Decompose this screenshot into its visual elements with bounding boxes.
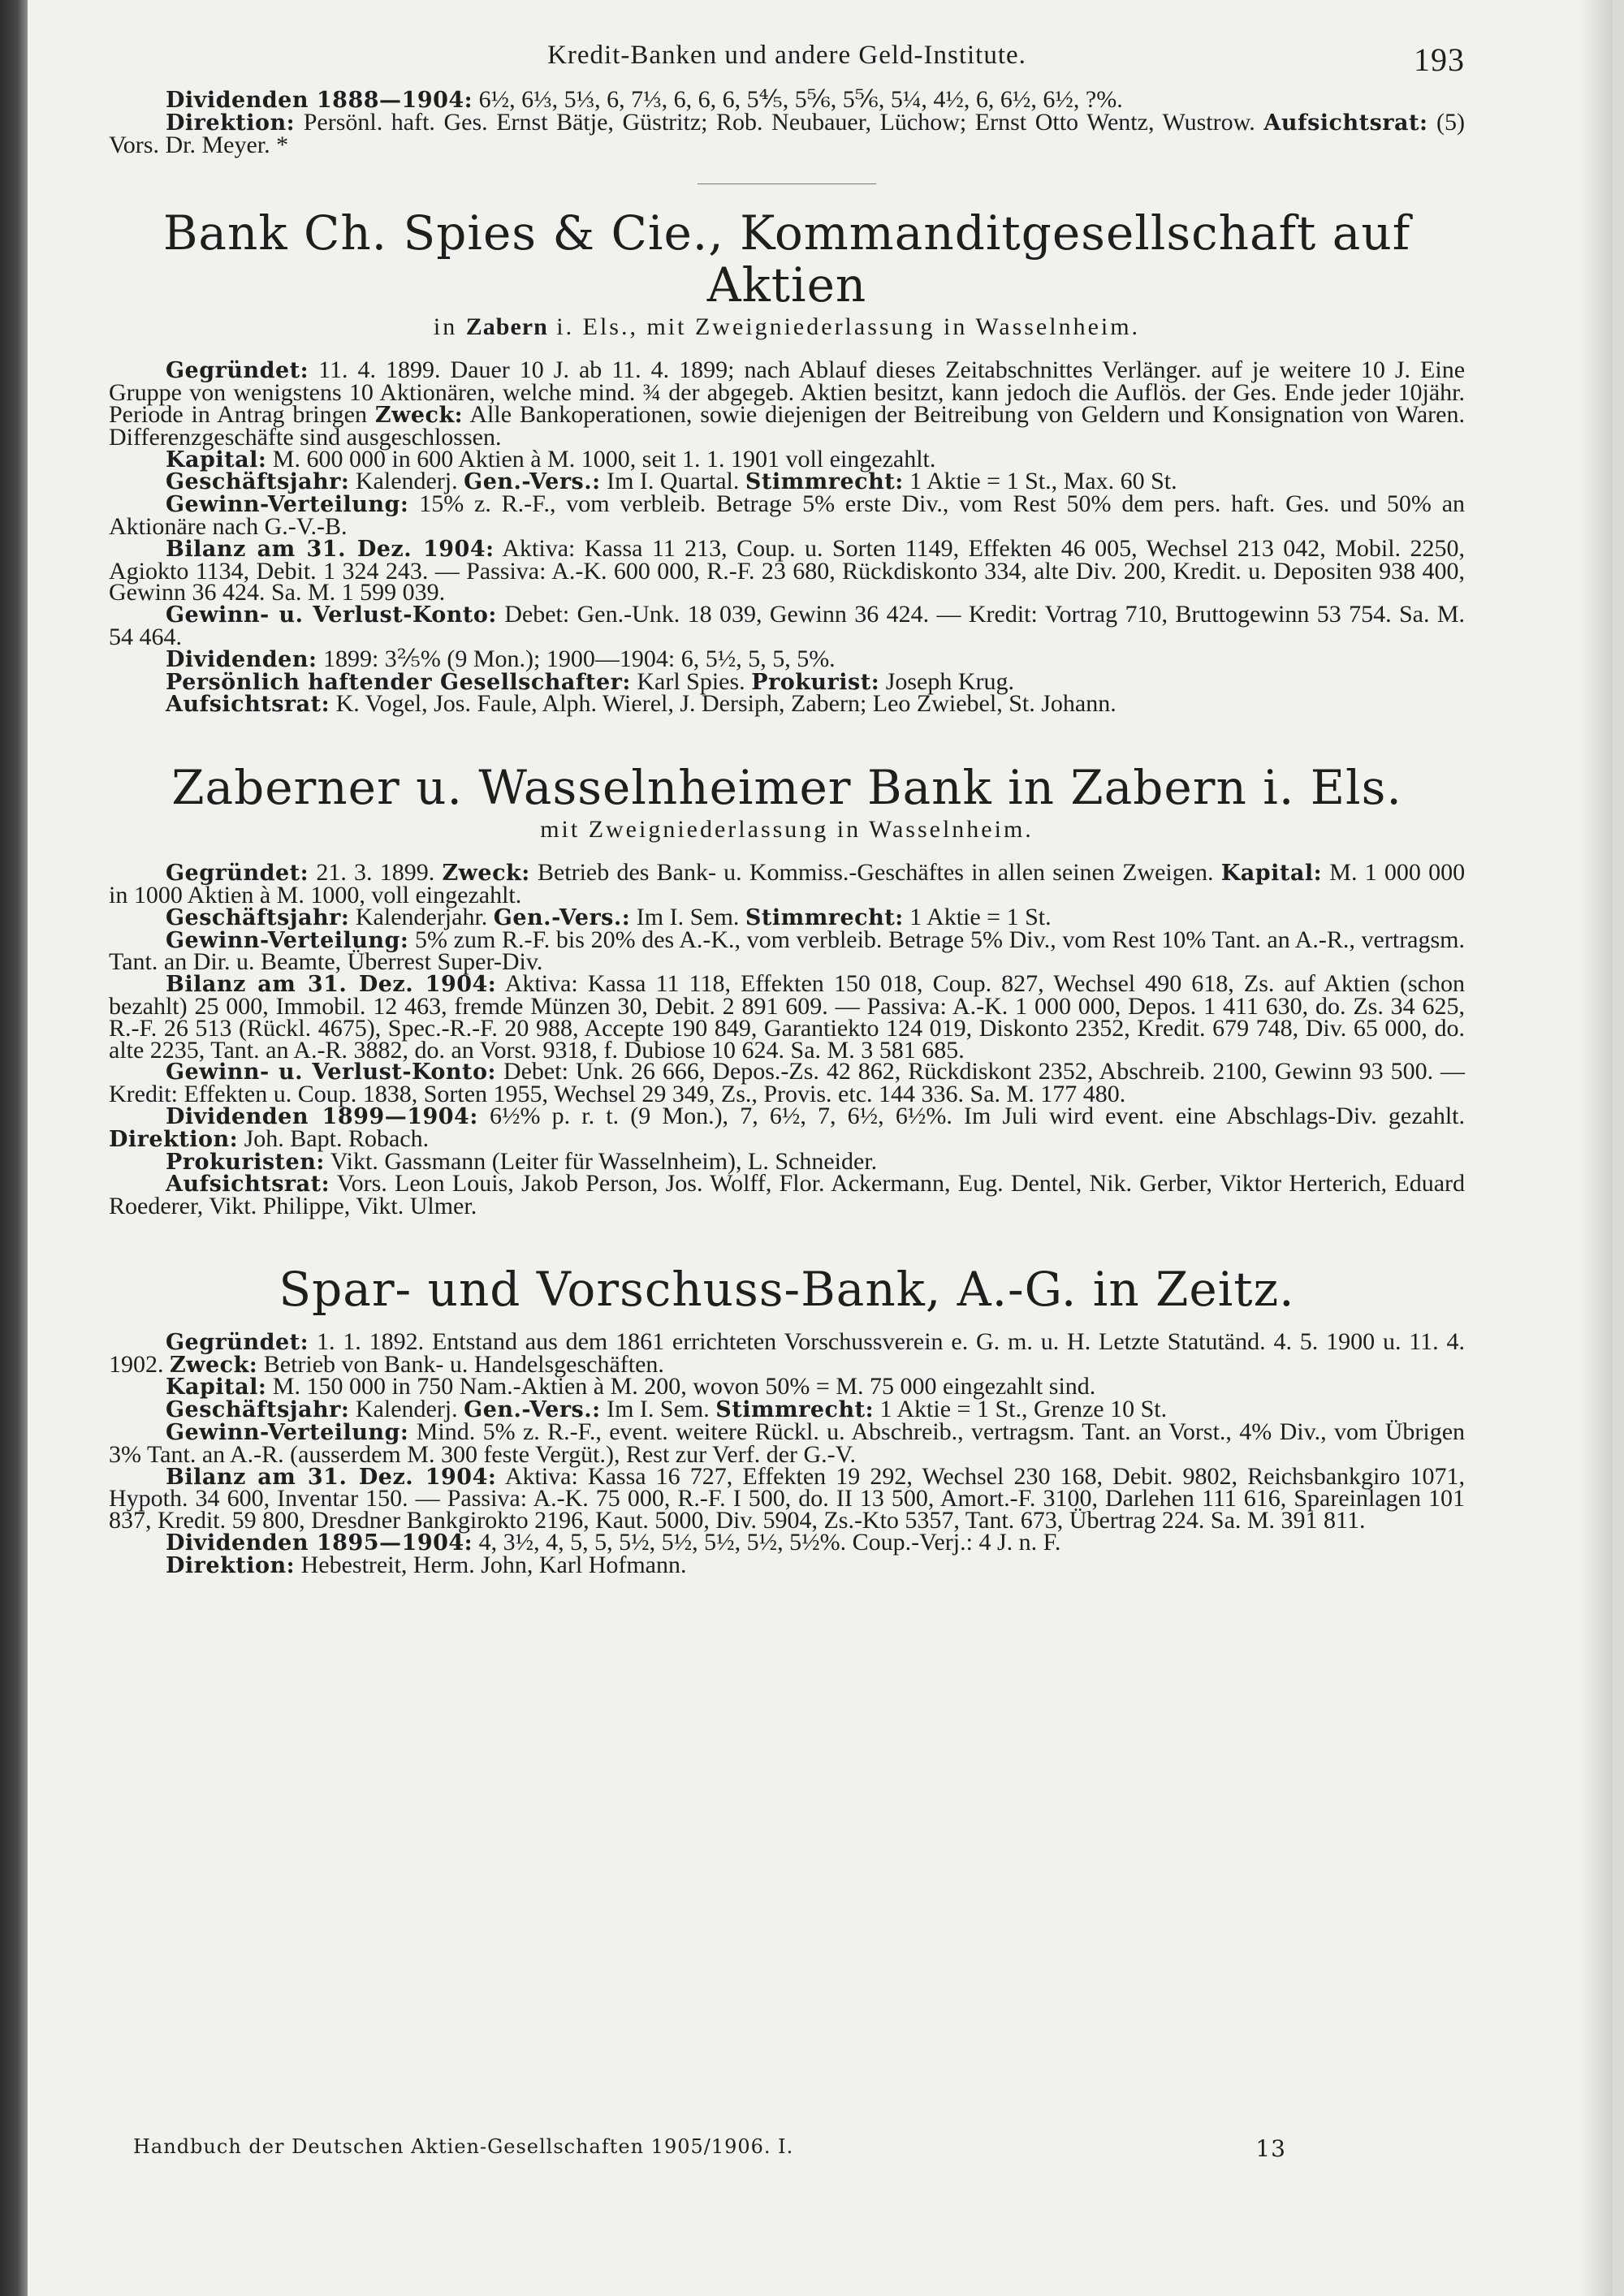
founded-text: 21. 3. 1899. [316, 859, 435, 887]
purpose-label: Zweck: [374, 402, 464, 428]
fiscal-year-label: Geschäftsjahr: [166, 1397, 350, 1423]
profit-loss-label: Gewinn- u. Verlust-Konto: [166, 1060, 496, 1085]
profit-distribution-paragraph [109, 926, 1466, 976]
balance-sheet-text: Aktiva: Kassa 16 727, Effekten 19 292, Wechsel 230 168, Debit. 9802, Reichsbankgiro 1071, Hypoth. 34 600, Inventar 150. — Passiva: A.-K. 75 000, R.-F. I 500, do. II 13 500, Amort.-F. 3100, Darlehen 111 616, Spareinlagen 101 837, Kredit. 59 800, Dresdner Bankgirokto 2196, Kaut. 5000, Div. 5904, Zs.-Kto 5357, Tant. 673, Übertrag 224. Sa. M. 391 811. [109, 1462, 1465, 1534]
page-edge-shadow [1580, 0, 1613, 2296]
founded-label: Gegründet: [166, 1329, 309, 1355]
dividends-paragraph [109, 645, 1465, 672]
prev-direction-text: Persönl. haft. Ges. Ernst Bätje, Güstritz; Rob. Neubauer, Lüchow; Ernst Otto Wentz, Wustrow. [303, 108, 1255, 136]
balance-sheet-label: Bilanz am 31. Dez. 1904: [166, 972, 497, 998]
capital-label: Kapital: [166, 447, 267, 473]
profit-distribution-label: Gewinn-Verteilung: [166, 492, 409, 518]
page-number: 193 [1414, 41, 1465, 78]
capital-paragraph [109, 1373, 1465, 1400]
bank-subtitle-city: Zabern [465, 313, 548, 341]
bank-title: Spar- und Vorschuss-Bank, A.-G. in Zeitz. [279, 1261, 1295, 1317]
direction-label: Direktion: [166, 1552, 296, 1578]
founded-text: 1. 1. 1892. Entstand aus dem 1861 errichteten Vorschussverein e. G. m. u. H. Letzte Statutänd. 4. 5. 1900 u. 11. 4. 1902. [109, 1327, 1466, 1378]
dividends-paragraph [109, 1102, 1465, 1152]
purpose-label: Zweck: [170, 1352, 258, 1378]
general-meeting-text: Im I. Quartal. [607, 468, 740, 495]
supervisory-board-text: K. Vogel, Jos. Faule, Alph. Wierel, J. Dersiph, Zabern; Leo Zwiebel, St. Johann. [335, 690, 1116, 718]
capital-text: M. 600 000 in 600 Aktien à M. 1000, seit 1. 1. 1901 voll eingezahlt. [272, 445, 936, 473]
voting-right-label: Stimmrecht: [745, 469, 904, 495]
general-meeting-label: Gen.-Vers.: [464, 1397, 601, 1423]
balance-sheet-paragraph [109, 534, 1465, 606]
bank-subtitle [109, 311, 1465, 343]
voting-right-text: 1 Aktie = 1 St., Max. 60 St. [909, 468, 1177, 495]
bank-entry-zeitz [109, 1263, 1465, 1577]
bank-entry-spies [109, 207, 1465, 716]
authorized-signatory-text: Joseph Krug. [885, 667, 1015, 695]
balance-sheet-label: Bilanz am 31. Dez. 1904: [166, 1464, 497, 1490]
bank-title: Zaberner u. Wasselnheimer Bank in Zabern i. Els. [171, 760, 1402, 816]
purpose-text: Betrieb von Bank- u. Handelsgeschäften. [263, 1350, 664, 1378]
fiscal-year-label: Geschäftsjahr: [166, 904, 350, 930]
supervisory-board-text: Vors. Leon Louis, Jakob Person, Jos. Wolff, Flor. Ackermann, Eug. Dentel, Nik. Gerber, Viktor Herterich, Eduard Roederer, Vikt. Philippe, Vikt. Ulmer. [109, 1170, 1465, 1220]
prev-direction [109, 108, 1466, 158]
prev-direction-label: Direktion: [166, 110, 296, 136]
supervisory-board-label: Aufsichtsrat: [166, 1172, 330, 1198]
coupon-expiry-text: Coup.-Verj.: 4 J. n. F. [852, 1529, 1061, 1556]
partner-text: Karl Spies. [637, 667, 745, 695]
bank-subtitle-rest: i. Els., mit Zweigniederlassung in Wasselnheim. [556, 313, 1141, 341]
fiscal-year-text: Kalenderjahr. [355, 903, 488, 930]
direction-paragraph [109, 1551, 1465, 1578]
balance-sheet-text: Aktiva: Kassa 11 118, Effekten 150 018, Coup. 827, Wechsel 490 618, Zs. auf Aktien (schon bezahlt) 25 000, Immobil. 12 463, fremde Münzen 30, Debit. 2 891 609. — Passiva: A.-K. 1 000 000, Depos. 1 411 630, do. Zs. 34 625, R.-F. 26 513 (Rückl. 4675), Spec.-R.-F. 20 988, Accepte 190 849, Garantiekto 124 019, Diskonto 2352, Kredit. 679 748, Div. 65 000, do. alte 2235, Tant. an A.-R. 3882, do. an Vorst. 9318, f. Dubiose 10 624. Sa. M. 3 581 685. [109, 970, 1465, 1064]
purpose-text: Betrieb des Bank- u. Kommiss.-Geschäftes in allen seinen Zweigen. [537, 859, 1214, 887]
dividends-text: 1899: 3⅖% (9 Mon.); 1900—1904: 6, 5½, 5, 5, 5%. [322, 645, 836, 672]
bank-entry-zaberner [109, 762, 1465, 1218]
direction-label: Direktion: [109, 1126, 239, 1152]
balance-sheet-text: Aktiva: Kassa 11 213, Coup. u. Sorten 1149, Effekten 46 005, Wechsel 213 042, Mobil. 2250, Agiokto 1134, Debit. 1 324 243. — Passiva: A.-K. 600 000, R.-F. 23 680, Rückdiskonto 334, alte Div. 200, Kredit. u. Depositen 938 400, Gewinn 36 424. Sa. M. 1 599 039. [109, 534, 1465, 606]
page-content [109, 41, 1465, 1577]
dividends-label: Dividenden 1899—1904: [166, 1103, 478, 1129]
capital-label: Kapital: [1220, 861, 1323, 887]
founded-paragraph [109, 859, 1466, 908]
header-title: Kredit-Banken und andere Geld-Institute. [547, 41, 1026, 70]
founded-label: Gegründet: [166, 861, 309, 887]
profit-distribution-paragraph [109, 1418, 1466, 1468]
general-meeting-label: Gen.-Vers.: [493, 904, 631, 930]
fiscal-year-text: Kalenderj. [355, 1396, 458, 1423]
supervisory-board-paragraph [109, 690, 1465, 718]
direction-text: Hebestreit, Herm. John, Karl Hofmann. [300, 1551, 687, 1578]
profit-loss-paragraph [109, 1058, 1466, 1108]
bank-subtitle: mit Zweigniederlassung in Wasselnheim. [540, 816, 1034, 844]
profit-loss-text: Debet: Gen.-Unk. 18 039, Gewinn 36 424. — Kredit: Vortrag 710, Bruttogewinn 53 754. Sa. M. 54 464. [109, 601, 1465, 650]
profit-distribution-text: 5% zum R.-F. bis 20% des A.-K., vom verbleib. Betrage 5% Div., vom Rest 10% Tant. an A.-R., vertragsm. Tant. an Dir. u. Beamte, Überrest Super-Div. [109, 926, 1466, 976]
authorized-signatories-text: Vikt. Gassmann (Leiter für Wasselnheim), L. Schneider. [330, 1147, 878, 1175]
capital-label: Kapital: [166, 1375, 267, 1400]
founded-label: Gegründet: [166, 358, 309, 384]
partner-label: Persönlich haftender Gesellschafter: [166, 669, 631, 695]
section-divider [698, 183, 876, 184]
book-spine-shadow [0, 0, 29, 2296]
supervisory-board-label: Aufsichtsrat: [166, 692, 330, 718]
direction-text: Joh. Bapt. Robach. [244, 1124, 430, 1152]
founded-text: 11. 4. 1899. Dauer 10 J. ab 11. 4. 1899; nach Ablauf dieses Zeitabschnittes Verlänger. auf je weitere 10 J. Eine Gruppe von wenigstens 10 Aktionären, welche mind. ¾ der abgegeb. Aktien besitzt, kann jedoch die Auflös. der Ges. Ende jeder 10jähr. Periode in Antrag bringen [109, 356, 1466, 428]
balance-sheet-label: Bilanz am 31. Dez. 1904: [166, 536, 495, 562]
voting-right-label: Stimmrecht: [745, 904, 904, 930]
purpose-text: Alle Bankoperationen, sowie diejenigen der Beitreibung von Geldern und Konsignation von Waren. Differenzgeschäfte sind ausgeschlossen. [109, 400, 1465, 451]
fiscal-year-label: Geschäftsjahr: [166, 469, 350, 495]
balance-sheet-paragraph [109, 1462, 1465, 1534]
voting-right-text: 1 Aktie = 1 St., Grenze 10 St. [879, 1396, 1168, 1423]
founded-paragraph [109, 356, 1466, 451]
dividends-text: 6½% p. r. t. (9 Mon.), 7, 6½, 7, 6½, 6½%. Im Juli wird event. eine Abschlags-Div. gezahlt. [489, 1102, 1465, 1129]
capital-text: M. 150 000 in 750 Nam.-Aktien à M. 200, wovon 50% = M. 75 000 eingezahlt sind. [272, 1373, 1096, 1400]
bank-subtitle-in: in [433, 313, 458, 341]
profit-distribution-text: 15% z. R.-F., vom verbleib. Betrage 5% erste Div., vom Rest 50% dem pers. haft. Ges. und 50% an Aktionäre nach G.-V.-B. [109, 490, 1466, 540]
running-header [109, 41, 1465, 89]
page-footer [133, 2135, 1286, 2162]
bank-title: Bank Ch. Spies & Cie., Kommanditgesellschaft auf Aktien [162, 205, 1411, 313]
profit-loss-label: Gewinn- u. Verlust-Konto: [166, 602, 497, 628]
purpose-label: Zweck: [442, 861, 530, 887]
capital-paragraph [109, 445, 1465, 473]
balance-sheet-paragraph [109, 970, 1465, 1064]
founded-paragraph [109, 1327, 1466, 1378]
fiscal-year-text: Kalenderj. [355, 468, 458, 495]
authorized-signatories-label: Prokuristen: [166, 1149, 325, 1175]
dividends-label: Dividenden 1895—1904: [166, 1530, 473, 1556]
profit-distribution-label: Gewinn-Verteilung: [166, 1420, 409, 1446]
document-page [28, 0, 1613, 2296]
section-gap [109, 1218, 1465, 1263]
profit-distribution-paragraph [109, 490, 1466, 540]
general-meeting-text: Im I. Sem. [636, 903, 740, 930]
dividends-text: 4, 3½, 4, 5, 5, 5½, 5½, 5½, 5½, 5½%. [478, 1529, 847, 1556]
general-meeting-label: Gen.-Vers.: [464, 469, 601, 495]
dividends-label: Dividenden: [166, 646, 317, 672]
voting-right-label: Stimmrecht: [715, 1397, 875, 1423]
prev-dividends-label: Dividenden 1888—1904: [166, 88, 473, 113]
authorized-signatory-label: Prokurist: [751, 669, 880, 695]
sheet-signature: 13 [1255, 2135, 1286, 2162]
prev-dividends-text: 6½, 6⅓, 5⅓, 6, 7⅓, 6, 6, 6, 5⅘, 5⅚, 5⅚, 5¼, 4½, 6, 6½, 6½, ?%. [478, 86, 1123, 113]
voting-right-text: 1 Aktie = 1 St. [909, 903, 1052, 930]
profit-loss-paragraph [109, 601, 1465, 650]
profit-distribution-text: Mind. 5% z. R.-F., event. weitere Rückl. u. Abschreib., vertragsm. Tant. an Vorst., 4% Div., vom Übrigen 3% Tant. an A.-R. (ausserdem M. 300 feste Vergüt.), Rest zur Verf. der G.-V. [109, 1418, 1466, 1468]
footer-source: Handbuch der Deutschen Aktien-Gesellschaften 1905/1906. I. [133, 2135, 794, 2158]
profit-loss-text: Debet: Unk. 26 666, Depos.-Zs. 42 862, Rückdiskont 2352, Abschreib. 2100, Gewinn 93 500. — Kredit: Effekten u. Coup. 1838, Sorten 1955, Wechsel 29 349, Zs., Provis. etc. 144 336. Sa. M. 177 480. [109, 1058, 1466, 1108]
section-gap [109, 716, 1465, 762]
previous-entry [109, 86, 1466, 158]
general-meeting-text: Im I. Sem. [607, 1396, 710, 1423]
prev-supervisory-text: (5) Vors. Dr. Meyer. * [109, 108, 1466, 158]
profit-distribution-label: Gewinn-Verteilung: [166, 927, 409, 953]
capital-text: M. 1 000 000 in 1000 Aktien à M. 1000, voll eingezahlt. [109, 859, 1466, 908]
supervisory-board-paragraph [109, 1170, 1465, 1220]
prev-supervisory-label: Aufsichtsrat: [1263, 110, 1428, 136]
